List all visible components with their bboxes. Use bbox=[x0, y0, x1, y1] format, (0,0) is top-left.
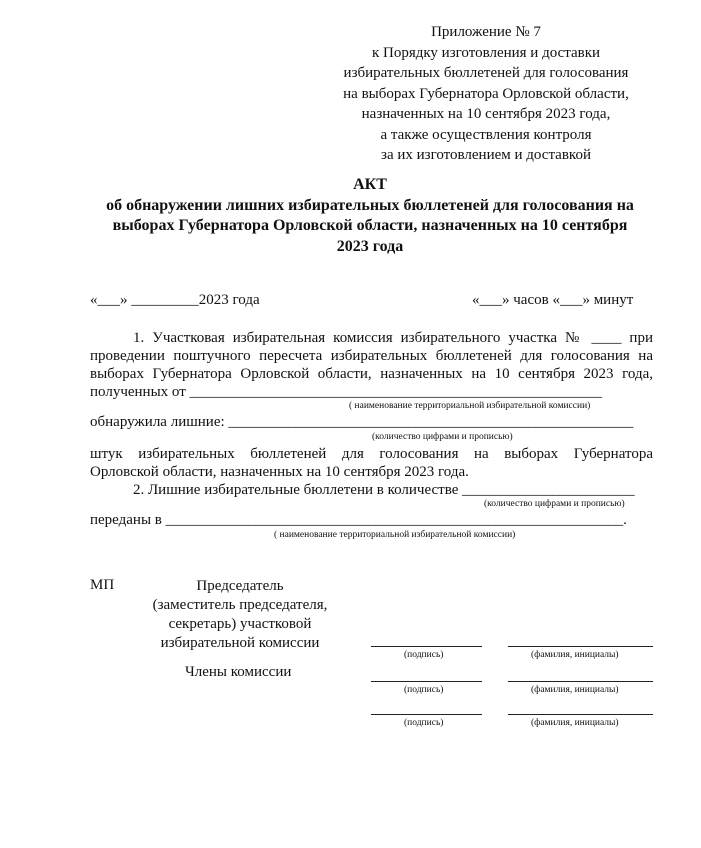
document-title bbox=[60, 175, 680, 257]
caption-count: (количество цифрами и прописью) bbox=[372, 432, 513, 442]
name-line bbox=[508, 646, 653, 647]
members-label: Члены комиссии bbox=[185, 664, 292, 680]
date-field: «___» _________2023 года bbox=[90, 292, 260, 308]
chair-line: Председатель bbox=[196, 578, 284, 594]
time-field: «___» часов «___» минут bbox=[472, 292, 634, 308]
appendix-line: а также осуществления контроля bbox=[380, 126, 592, 143]
body-line: проведении поштучного пересчета избирательных бюллетеней для голосования на bbox=[90, 348, 653, 364]
signature-line bbox=[371, 646, 482, 647]
appendix-line: за их изготовлением и доставкой bbox=[381, 147, 591, 163]
name-caption: (фамилия, инициалы) bbox=[531, 718, 619, 728]
name-line bbox=[508, 714, 653, 715]
title-line: выборах Губернатора Орловской области, назначенных на 10 сентября bbox=[112, 217, 628, 234]
appendix-line: к Порядку изготовления и доставки bbox=[371, 44, 601, 61]
appendix-line: на выборах Губернатора Орловской области, bbox=[343, 85, 629, 102]
found-extra-line: обнаружила лишние: ______________________________________________________ bbox=[90, 414, 634, 430]
body-line: 2. Лишние избирательные бюллетени в количестве _______________________ bbox=[133, 482, 635, 498]
appendix-line: назначенных на 10 сентября 2023 года, bbox=[361, 106, 611, 122]
signature-caption: (подпись) bbox=[404, 685, 444, 695]
stamp-mark: МП bbox=[90, 577, 115, 593]
name-line bbox=[508, 681, 653, 682]
body-line: 1. Участковая избирательная комиссия избирательного участка № ____ при bbox=[133, 330, 653, 346]
body-line: выборах Губернатора Орловской области, назначенных на 10 сентября 2023 года, bbox=[90, 366, 653, 382]
signature-line bbox=[371, 681, 482, 682]
signature-line bbox=[371, 714, 482, 715]
caption-tik: ( наименование территориальной избирательной комиссии) bbox=[349, 401, 591, 411]
title-line: 2023 года bbox=[336, 237, 404, 255]
name-caption: (фамилия, инициалы) bbox=[531, 650, 619, 660]
chair-line: (заместитель председателя, bbox=[152, 597, 328, 613]
received-from-line: полученных от _______________________________________________________ bbox=[90, 384, 603, 400]
body-line: Орловской области, назначенных на 10 сентября 2023 года. bbox=[90, 464, 469, 480]
signature-caption: (подпись) bbox=[404, 718, 444, 728]
caption-tik: ( наименование территориальной избирательной комиссии) bbox=[274, 530, 516, 540]
chair-title bbox=[120, 577, 360, 653]
name-caption: (фамилия, инициалы) bbox=[531, 685, 619, 695]
signature-caption: (подпись) bbox=[404, 650, 444, 660]
body-line: штук избирательных бюллетеней для голосования на выборах Губернатора bbox=[90, 446, 653, 462]
transferred-to-line: переданы в _____________________________________________________________. bbox=[90, 512, 627, 528]
chair-line: избирательной комиссии bbox=[160, 635, 320, 651]
appendix-header bbox=[300, 22, 672, 166]
title-line: об обнаружении лишних избирательных бюллетеней для голосования на bbox=[106, 196, 634, 214]
chair-line: секретарь) участковой bbox=[168, 616, 312, 632]
caption-count: (количество цифрами и прописью) bbox=[484, 499, 625, 509]
title-line: АКТ bbox=[353, 176, 387, 193]
appendix-line: избирательных бюллетеней для голосования bbox=[343, 65, 629, 81]
appendix-line: Приложение № 7 bbox=[431, 24, 541, 40]
